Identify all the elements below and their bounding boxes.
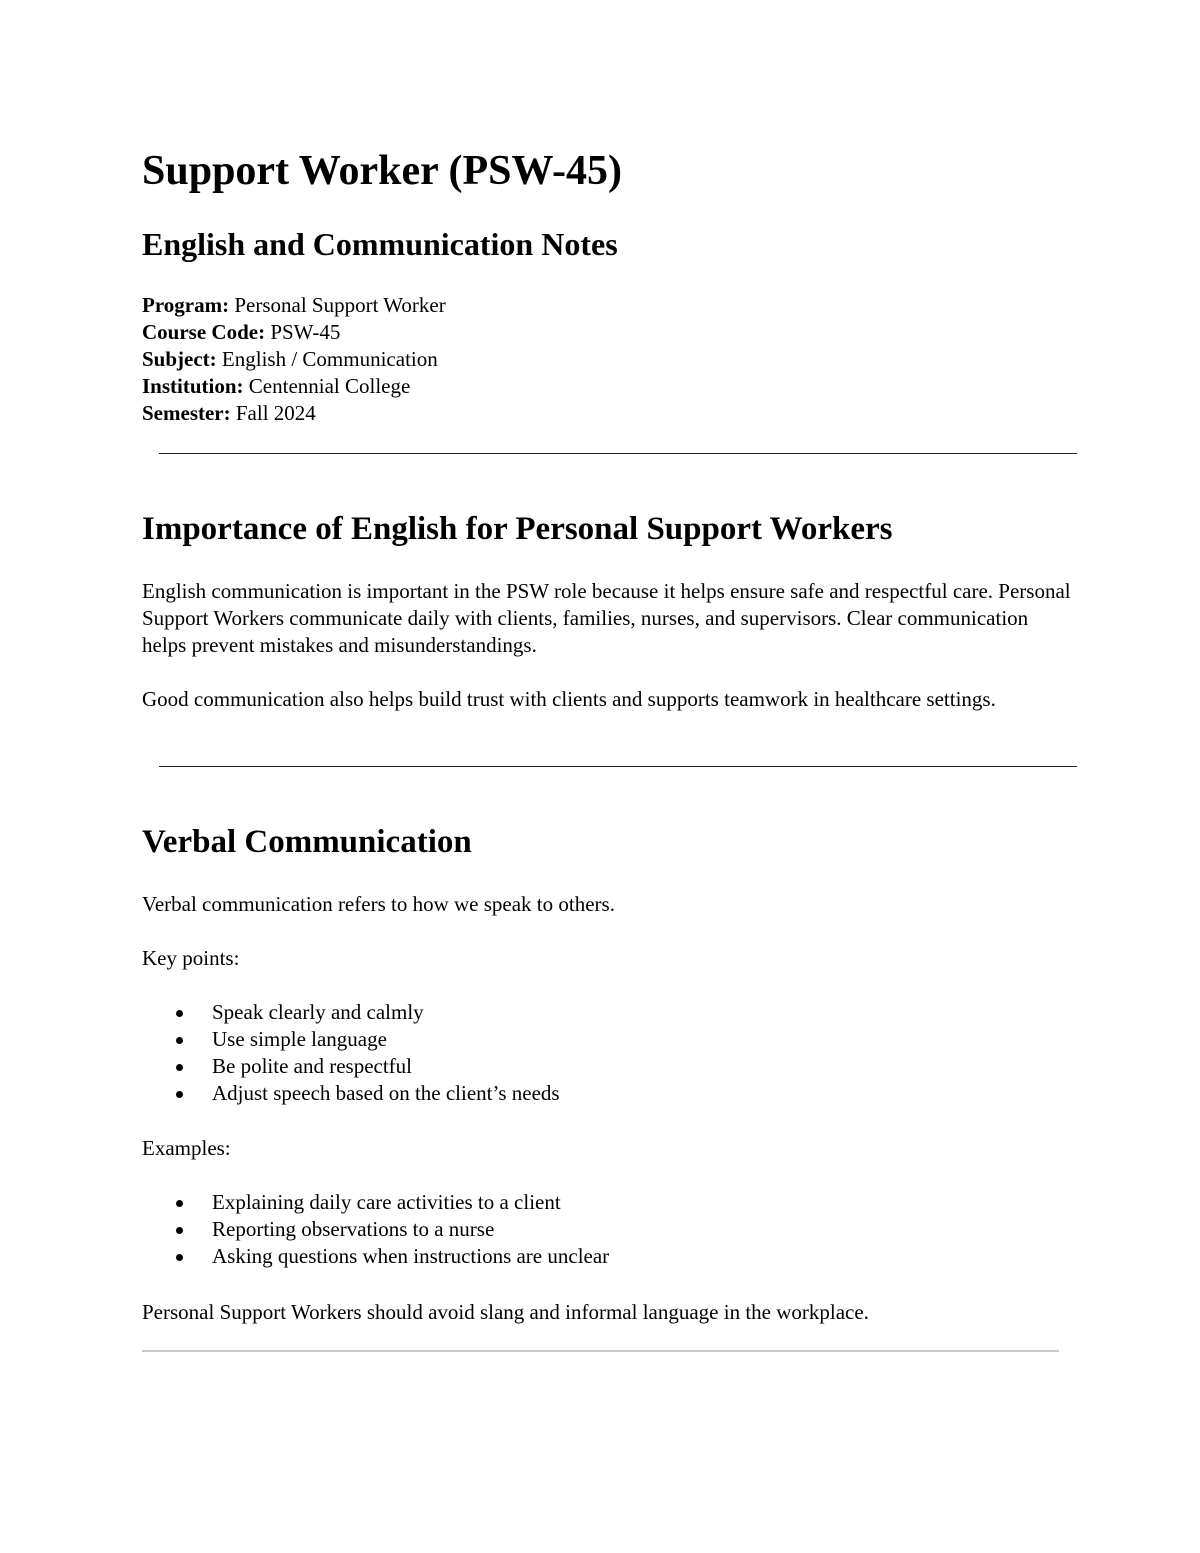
list-item — [142, 1216, 609, 1243]
list-item-text: Use simple language — [212, 1027, 387, 1051]
bullet-icon — [176, 1037, 183, 1044]
list-item-text: Explaining daily care activities to a client — [212, 1190, 561, 1214]
bullet-icon — [176, 1200, 183, 1207]
list-item-text: Speak clearly and calmly — [212, 1000, 424, 1024]
list-item — [142, 1080, 560, 1107]
verbal-closing: Personal Support Workers should avoid slang and informal language in the workplace. — [142, 1300, 869, 1324]
meta-row-semester — [142, 400, 446, 427]
importance-paragraph-1: English communication is important in the PSW role because it helps ensure safe and respectful care. Personal Support Workers communicate daily with clients, families, nurses, and supervisors. Clear communication helps prevent mistakes and misunderstandings. — [142, 579, 1071, 657]
meta-label: Institution: — [142, 374, 244, 398]
meta-row-program — [142, 292, 446, 319]
meta-row-institution — [142, 373, 446, 400]
examples-label: Examples: — [142, 1136, 231, 1160]
list-item-text: Be polite and respectful — [212, 1054, 413, 1078]
list-item-text: Reporting observations to a nurse — [212, 1217, 495, 1241]
importance-heading: Importance of English for Personal Support Workers — [142, 511, 893, 547]
meta-value: PSW-45 — [270, 320, 341, 344]
list-item — [142, 1189, 609, 1216]
verbal-heading: Verbal Communication — [142, 824, 472, 860]
list-item-text: Asking questions when instructions are unclear — [212, 1244, 610, 1268]
bullet-icon — [176, 1010, 183, 1017]
course-info — [142, 292, 446, 427]
meta-value: Centennial College — [248, 374, 411, 398]
list-item — [142, 999, 560, 1026]
meta-label: Program: — [142, 293, 230, 317]
key-points-list — [142, 999, 560, 1107]
meta-row-subject — [142, 346, 446, 373]
meta-value: Personal Support Worker — [234, 293, 446, 317]
document-title: Support Worker (PSW-45) — [142, 148, 622, 194]
key-points-label: Key points: — [142, 946, 240, 970]
bullet-icon — [176, 1091, 183, 1098]
meta-value: English / Communication — [221, 347, 438, 371]
examples-list — [142, 1189, 609, 1270]
verbal-intro: Verbal communication refers to how we speak to others. — [142, 892, 615, 916]
meta-label: Subject: — [142, 347, 217, 371]
document-subtitle: English and Communication Notes — [142, 226, 618, 262]
section-divider — [159, 453, 1077, 454]
importance-paragraph-2: Good communication also helps build trust with clients and supports teamwork in healthcare settings. — [142, 687, 996, 711]
meta-label: Semester: — [142, 401, 231, 425]
section-divider — [142, 1350, 1059, 1352]
list-item — [142, 1053, 560, 1080]
list-item-text: Adjust speech based on the client’s needs — [212, 1081, 560, 1105]
bullet-icon — [176, 1254, 183, 1261]
meta-value: Fall 2024 — [235, 401, 316, 425]
list-item — [142, 1243, 609, 1270]
bullet-icon — [176, 1227, 183, 1234]
meta-row-course-code — [142, 319, 446, 346]
meta-label: Course Code: — [142, 320, 266, 344]
bullet-icon — [176, 1064, 183, 1071]
list-item — [142, 1026, 560, 1053]
section-divider — [159, 766, 1077, 767]
